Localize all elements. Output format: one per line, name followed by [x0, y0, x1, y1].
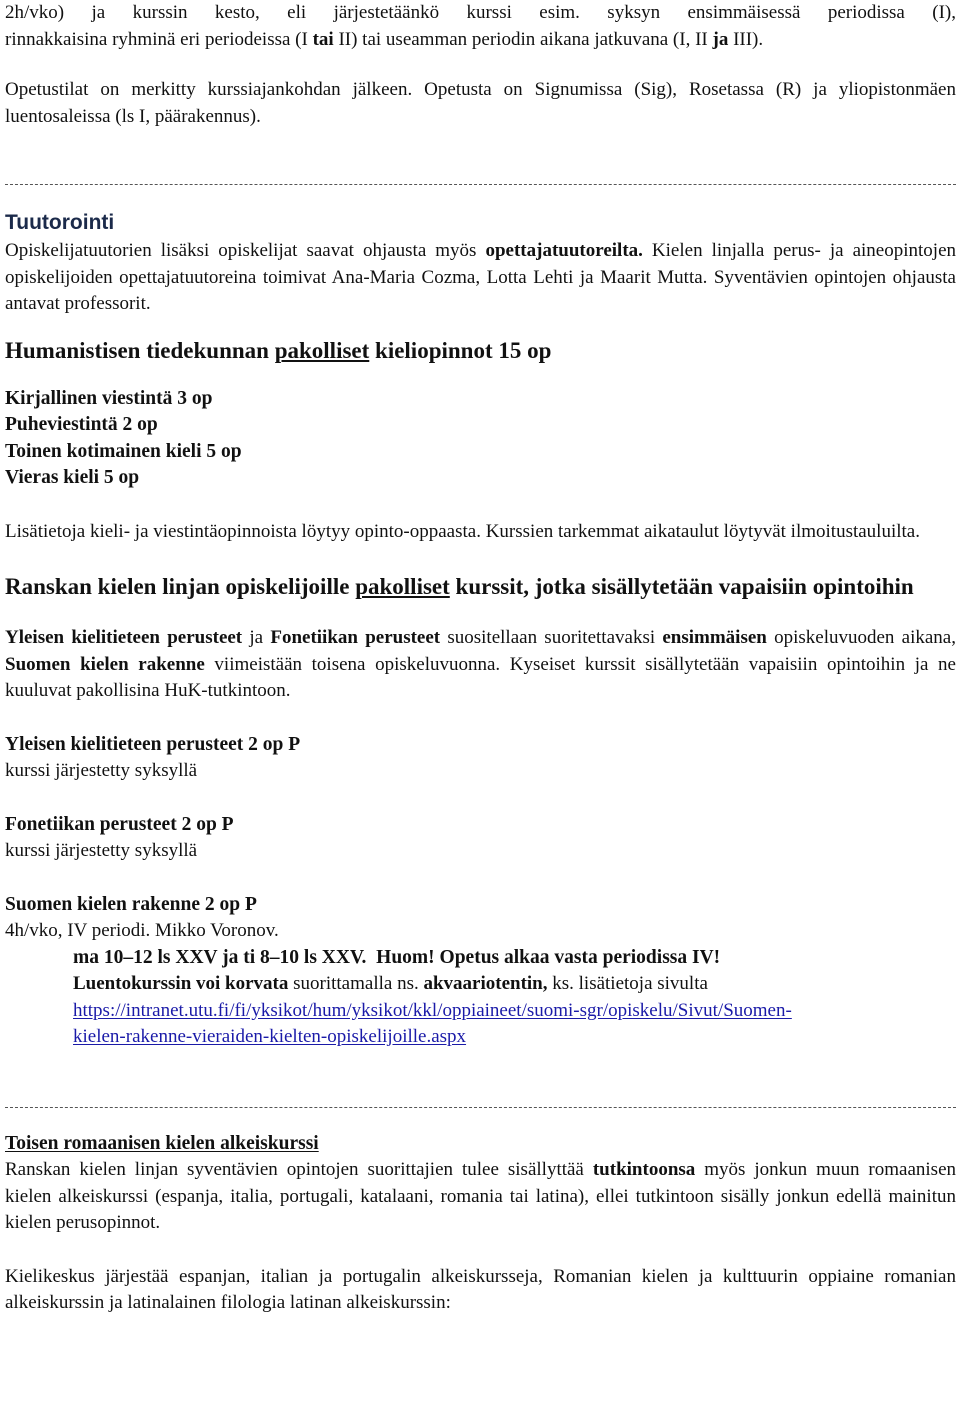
note-d: ks. lisätietoja sivulta [547, 973, 708, 994]
ranska-para-2: ja [242, 627, 271, 648]
humanistinen-section [5, 335, 956, 546]
ranska-para-3: Fonetiikan perusteet [270, 627, 441, 648]
course-fonetiikka-title: Fonetiikan perusteet 2 op P [5, 813, 234, 835]
humanistinen-heading [5, 335, 956, 366]
intro-line-1 [5, 0, 956, 27]
intro-line-2-e: III). [728, 28, 764, 50]
romaaninen-text-a: Ranskan kielen linjan syventävien opintojen suorittajien tulee sisällyttää [5, 1159, 593, 1180]
opetustilat-paragraph: Opetustilat on merkitty kurssiajankohdan jälkeen. Opetusta on Signumissa (Sig), Rosetassa (R) ja yliopistonmäen luentosaleissa (ls I, päärakennus). [5, 79, 956, 127]
note-b: suorittamalla ns. [288, 973, 424, 994]
course-suomen-kieli-desc: 4h/vko, IV periodi. Mikko Voronov. [5, 920, 279, 941]
romaaninen-paragraph [5, 1157, 956, 1237]
tuutorointi-text-c: Kielen linjalla perus- ja aineopintojen opiskelijoiden opettajatuutoreina toimivat Ana-Maria Cozma, Lotta Lehti ja Maarit Mutta. Syventävien opintojen ohjausta antavat professorit. [5, 240, 956, 314]
ranska-heading-pakolliset: pakolliset [355, 574, 450, 599]
ranska-section [5, 571, 956, 1051]
humanistinen-heading-a: Humanistisen tiedekunnan [5, 337, 275, 363]
humanistinen-heading-c: kieliopinnot 15 op [369, 337, 552, 363]
intro-section [5, 0, 956, 130]
note-korvata: Luentokurssin voi korvata [73, 973, 289, 994]
intranet-link-block [73, 998, 956, 1051]
tuutorointi-paragraph [5, 238, 956, 318]
section-separator [5, 184, 956, 185]
intro-line-2-a: rinnakkaisina ryhminä eri periodeissa (I [5, 28, 313, 50]
romaaninen-section [5, 1131, 956, 1317]
intranet-link-line-2[interactable]: kielen-rakenne-vieraiden-kielten-opiskelijoille.aspx [73, 1026, 467, 1047]
ranska-para-8: viimeistään toisena opiskeluvuonna. Kyseiset kurssit sisällytetään vapaisiin opintoihin ja ne kuuluvat pakollisina HuK-tutkintoon. [5, 653, 956, 701]
section-separator-2 [5, 1107, 956, 1108]
ranska-heading [5, 571, 956, 602]
humanistinen-course-list [5, 386, 956, 492]
ranska-heading-a: Ranskan kielen linjan opiskelijoille [5, 574, 356, 599]
ranska-para-5: ensimmäisen [662, 627, 767, 648]
course-puheviestinta: Puheviestintä 2 op [5, 414, 158, 435]
romaaninen-text-c: myös jonkun muun romaanisen kielen alkeiskurssi (espanja, italia, portugali, katalaani, romania tai latina), ellei tutkintoon sisälly jonkun edellä mainitun kielen perusopinnot. [5, 1159, 956, 1233]
humanistinen-info: Lisätietoja kieli- ja viestintäopinnoista löytyy opinto-oppaasta. Kurssien tarkemmat aikataulut löytyvät ilmoitustauluilta. [5, 520, 920, 542]
course-suomen-kieli-note [73, 971, 956, 998]
course-yleinen-kielitiede [5, 732, 956, 785]
document-page [5, 0, 956, 1317]
note-akvaariotentin: akvaariotentin, [423, 973, 548, 994]
intranet-link-line-1[interactable]: https://intranet.utu.fi/fi/yksikot/hum/yksikot/kkl/oppiaineet/suomi-sgr/opiskelu/Sivut/Suomen- [73, 999, 792, 1021]
ranska-paragraph [5, 625, 956, 705]
course-fonetiikka-desc: kurssi järjestetty syksyllä [5, 840, 198, 861]
intro-line-2-c: II) tai useamman periodin aikana jatkuvana (I, II [333, 28, 713, 50]
course-fonetiikka [5, 812, 956, 865]
tuutorointi-text-a: Opiskelijatuutorien lisäksi opiskelijat saavat ohjausta myös [5, 240, 486, 261]
course-vieras-kieli: Vieras kieli 5 op [5, 467, 140, 488]
intro-line-2-ja: ja [712, 28, 729, 50]
ranska-heading-c: kurssit, jotka sisällytetään vapaisiin opintoihin [449, 574, 914, 599]
ranska-para-6: opiskeluvuoden aikana, [766, 627, 956, 648]
ranska-para-1: Yleisen kielitieteen perusteet [5, 627, 243, 648]
course-yleinen-kielitiede-desc: kurssi järjestetty syksyllä [5, 760, 198, 781]
course-kirjallinen: Kirjallinen viestintä 3 op [5, 387, 213, 409]
course-toinen-kotimainen: Toinen kotimainen kieli 5 op [5, 440, 242, 462]
kielikeskus-paragraph: Kielikeskus järjestää espanjan, italian ja portugalin alkeiskursseja, Romanian kielen ja kulttuurin oppiaine romanian alkeiskurssin ja latinalainen filologia latinan alkeiskurssin: [5, 1265, 956, 1313]
course-yleinen-kielitiede-title: Yleisen kielitieteen perusteet 2 op P [5, 733, 301, 755]
ranska-para-4: suositellaan suoritettavaksi [440, 627, 663, 648]
humanistinen-heading-pakolliset: pakolliset [274, 337, 370, 363]
tuutorointi-heading: Tuutorointi [5, 211, 115, 234]
romaaninen-tutkintoonsa: tutkintoonsa [592, 1159, 696, 1180]
course-suomen-kieli-title: Suomen kielen rakenne 2 op P [5, 893, 257, 915]
ranska-para-7: Suomen kielen rakenne [5, 653, 205, 675]
tuutorointi-text-bold: opettajatuutoreilta. [485, 240, 643, 261]
course-suomen-kieli-time: ma 10–12 ls XXV ja ti 8–10 ls XXV. Huom! Opetus alkaa vasta periodissa IV! [73, 946, 721, 968]
intro-line-2 [5, 27, 956, 54]
romaaninen-heading: Toisen romaanisen kielen alkeiskurssi [5, 1132, 319, 1154]
tuutorointi-section [5, 209, 956, 318]
course-suomen-kieli [5, 892, 956, 1051]
intro-line-1-text: 2h/vko) ja kurssin kesto, eli järjestetäänkö kurssi esim. syksyn ensimmäisessä periodissa (I), [5, 2, 956, 23]
intro-line-2-tai: tai [312, 28, 334, 50]
